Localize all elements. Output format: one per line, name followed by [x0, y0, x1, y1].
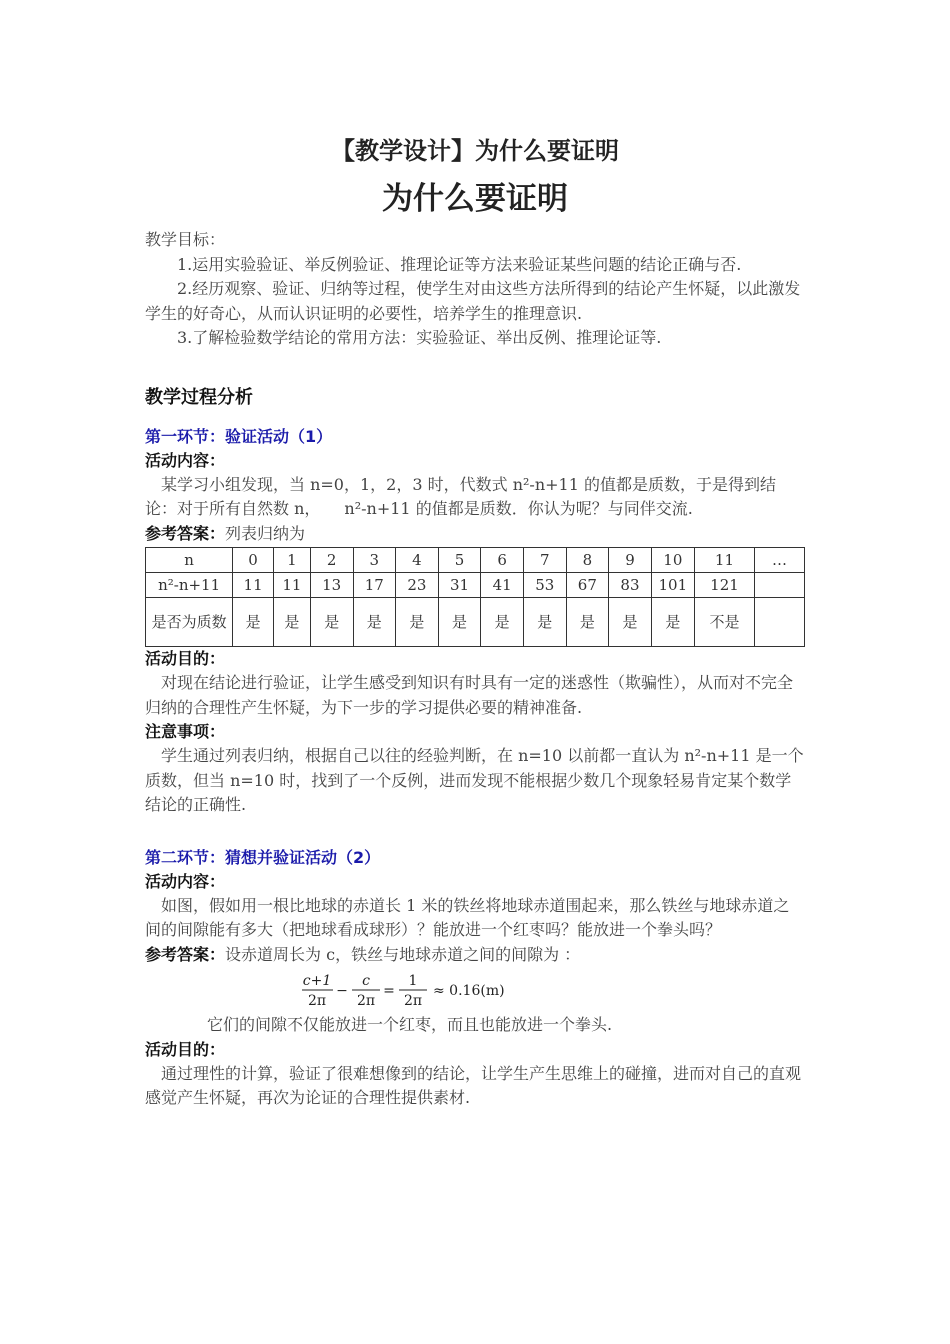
fraction1-numerator: c+1: [302, 973, 332, 989]
stage1-notes-label: 注意事项：: [145, 722, 226, 741]
stage1-answer-text: 列表归纳为: [225, 523, 306, 543]
table-cell: 不是: [694, 598, 754, 647]
table-cell: 6: [481, 548, 524, 573]
stage1-purpose-text: 对现在结论进行验证，让学生感受到知识有时具有一定的迷惑性（欺骗性），从而对不完全归纳的合理性产生怀疑，为下一步的学习提供必要的精神准备.: [145, 673, 794, 717]
table-cell: 是: [353, 598, 396, 647]
document-title: 【教学设计】为什么要证明: [331, 137, 619, 165]
stage1-content-label: 活动内容：: [145, 450, 226, 470]
table-cell: 0: [233, 548, 274, 573]
table-cell: 83: [609, 573, 652, 598]
stage2-answer: [145, 943, 805, 968]
table-cell: 是否为质数: [146, 598, 233, 647]
stage1-content-part1: 某学习小组发现，当 n=0，1，2，3 时，代数式 n²-n+11 的值都是质数，于是得到结论：对于所有自然数 n，: [145, 474, 776, 518]
table-cell: 是: [438, 598, 481, 647]
table-cell: [755, 573, 805, 598]
table-cell: 7: [523, 548, 566, 573]
table-cell: 11: [694, 548, 754, 573]
stage2-section: [145, 846, 805, 1111]
table-cell: 101: [651, 573, 694, 598]
table-cell: [755, 598, 805, 647]
document-subtitle: 为什么要证明: [382, 181, 568, 217]
table-cell: 是: [396, 598, 439, 647]
table-cell: n²-n+11: [146, 573, 233, 598]
table-cell: 67: [566, 573, 609, 598]
table-cell: 是: [651, 598, 694, 647]
table-cell: 23: [396, 573, 439, 598]
table-cell: 2: [310, 548, 353, 573]
stage2-content-text: 如图，假如用一根比地球的赤道长 1 米的铁丝将地球赤道围起来，那么铁丝与地球赤道之间的间隙能有多大（把地球看成球形）？能放进一个红枣吗？能放进一个拳头吗？: [145, 895, 790, 939]
fraction3-denominator: 2π: [403, 993, 423, 1009]
table-cell: 是: [523, 598, 566, 647]
section-gap: [145, 818, 805, 846]
table-cell: 10: [651, 548, 694, 573]
table-row-prime: [146, 598, 805, 647]
stage1-title: 第一环节：验证活动（1）: [145, 426, 333, 446]
objectives-heading: 教学目标：: [145, 230, 226, 249]
stage2-answer-label: 参考答案：: [145, 944, 226, 964]
table-cell: 9: [609, 548, 652, 573]
stage2-answer-text: 设赤道周长为 c，铁丝与地球赤道之间的间隙为 ：: [225, 944, 581, 964]
stage2-conclusion: 它们的间隙不仅能放进一个红枣，而且也能放进一个拳头.: [207, 1015, 613, 1034]
table-row-n: [146, 548, 805, 573]
gap-formula: [300, 971, 805, 1009]
approx-value: ≈ 0.16(m): [433, 983, 505, 999]
fraction1-denominator: 2π: [307, 993, 327, 1009]
table-cell: 是: [310, 598, 353, 647]
table-cell: 31: [438, 573, 481, 598]
table-cell: 121: [694, 573, 754, 598]
table-cell: 11: [273, 573, 310, 598]
document-page: [145, 130, 805, 1111]
stage2-purpose-text: 通过理性的计算，验证了很难想像到的结论，让学生产生思维上的碰撞，进而对自己的直观感觉产生怀疑，再次为论证的合理性提供素材.: [145, 1063, 802, 1107]
table-cell: 13: [310, 573, 353, 598]
table-cell: 是: [273, 598, 310, 647]
minus-sign: −: [336, 983, 348, 999]
table-cell: 是: [233, 598, 274, 647]
stage2-purpose-label: 活动目的：: [145, 1039, 226, 1059]
process-heading: 教学过程分析: [145, 386, 253, 408]
equals-sign: =: [383, 983, 395, 999]
objective-item-3: 3.了解检验数学结论的常用方法：实验验证、举出反例、推理论证等.: [177, 328, 662, 347]
objective-item-2: 2.经历观察、验证、归纳等过程，使学生对由这些方法所得到的结论产生怀疑，以此激发学生的好奇心，从而认识证明的必要性，培养学生的推理意识.: [145, 279, 801, 323]
table-cell: 8: [566, 548, 609, 573]
stage1-answer: [145, 522, 805, 547]
table-cell: 是: [481, 598, 524, 647]
table-cell: 5: [438, 548, 481, 573]
table-cell: 是: [609, 598, 652, 647]
stage1-content: [145, 473, 805, 522]
table-row-values: [146, 573, 805, 598]
table-cell: 53: [523, 573, 566, 598]
stage1-answer-label: 参考答案：: [145, 523, 226, 543]
table-cell: n: [146, 548, 233, 573]
fraction2-numerator: c: [362, 973, 370, 989]
table-cell: 1: [273, 548, 310, 573]
objective-item-1: 1.运用实验验证、举反例验证、推理论证等方法来验证某些问题的结论正确与否.: [177, 254, 742, 274]
table-cell: 4: [396, 548, 439, 573]
stage2-content-label: 活动内容：: [145, 871, 226, 891]
fraction2-denominator: 2π: [356, 993, 376, 1009]
table-cell: 3: [353, 548, 396, 573]
stage1-section: [145, 425, 805, 818]
stage2-title: 第二环节：猜想并验证活动（2）: [145, 847, 381, 867]
table-cell: 是: [566, 598, 609, 647]
prime-table: [145, 547, 805, 647]
formula-graphic: [300, 971, 530, 1009]
stage1-content-part2: n²-n+11 的值都是质数．你认为呢？与同伴交流.: [344, 499, 693, 518]
fraction3-numerator: 1: [408, 973, 418, 989]
stage1-notes-text: 学生通过列表归纳，根据自己以往的经验判断，在 n=10 以前都一直认为 n²-n+11 是一个质数，但当 n=10 时，找到了一个反例，进而发现不能根据少数几个现象轻易肯定某个数学结论的正确性.: [145, 746, 804, 814]
table-cell: …: [755, 548, 805, 573]
table-cell: 11: [233, 573, 274, 598]
table-cell: 41: [481, 573, 524, 598]
table-cell: 17: [353, 573, 396, 598]
stage1-purpose-label: 活动目的：: [145, 649, 226, 668]
objectives-section: [145, 228, 805, 351]
